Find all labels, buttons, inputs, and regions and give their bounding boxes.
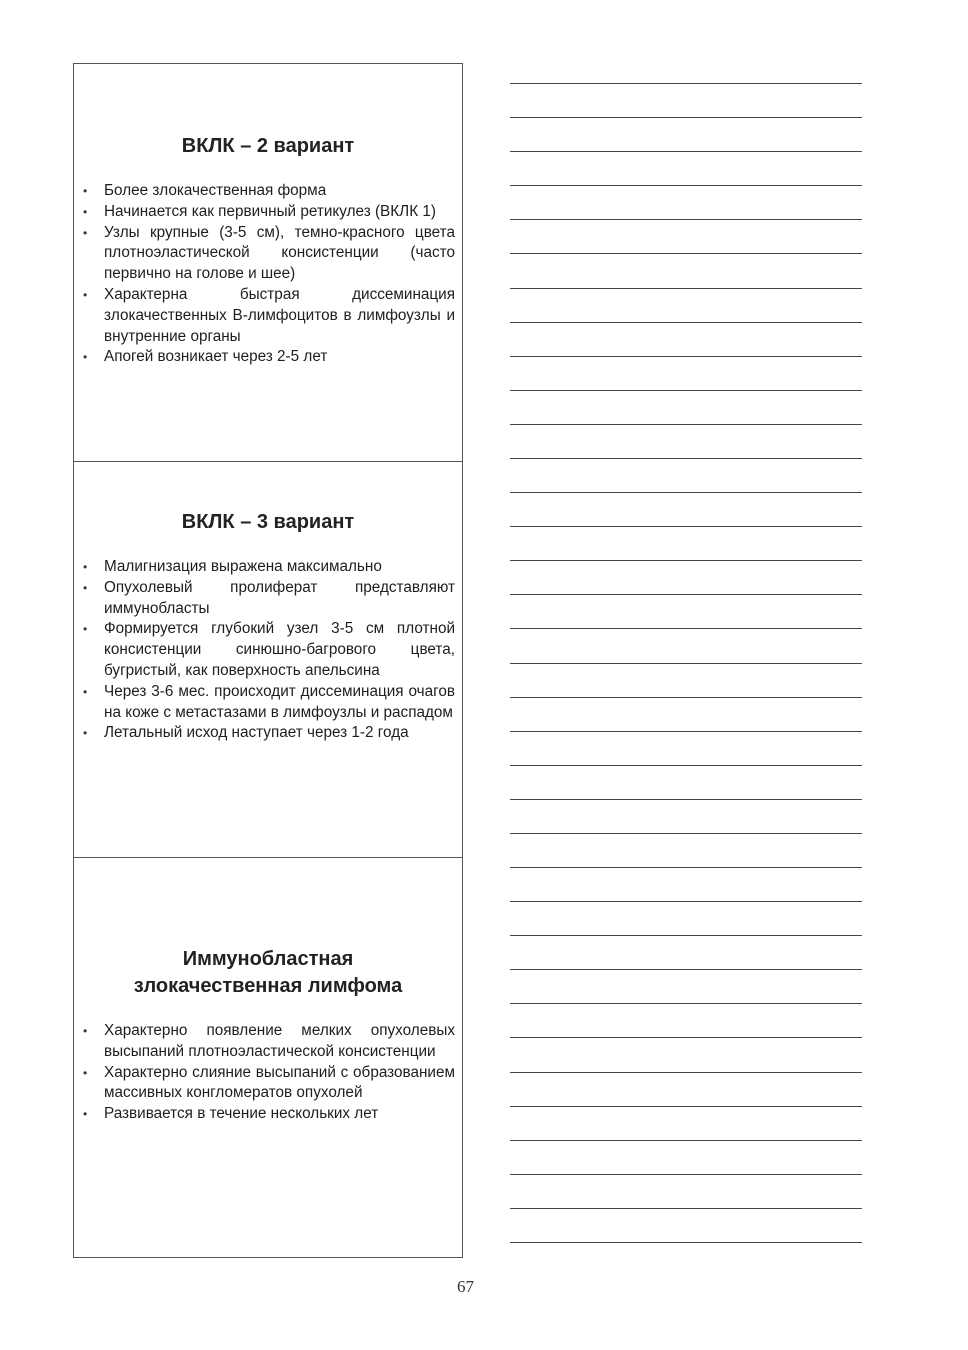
list-item: • Характерно слияние высыпаний с образованием массивных конгломератов опухолей — [83, 1063, 455, 1102]
note-line — [510, 765, 862, 766]
note-line — [510, 288, 862, 289]
list-item: • Малигнизация выражена максимально — [81, 557, 455, 578]
list-item: • Апогей возникает через 2-5 лет — [81, 347, 455, 368]
note-line — [510, 83, 862, 84]
list-item: • Характерна быстрая диссеминация злокачественных В-лимфоцитов в лимфоузлы и внутренние органы — [83, 285, 455, 345]
note-line — [510, 1106, 862, 1107]
note-line — [510, 969, 862, 970]
note-line — [510, 1174, 862, 1175]
note-line — [510, 117, 862, 118]
note-line — [510, 1072, 862, 1073]
note-line — [510, 1037, 862, 1038]
note-line — [510, 390, 862, 391]
list-item: • Летальный исход наступает через 1-2 года — [81, 723, 455, 744]
note-line — [510, 424, 862, 425]
bullet-icon: • — [83, 684, 88, 699]
bullet-icon: • — [83, 622, 88, 637]
note-line — [510, 1208, 862, 1209]
note-line — [510, 731, 862, 732]
note-line — [510, 594, 862, 595]
note-line — [510, 560, 862, 561]
note-line — [510, 219, 862, 220]
list-item: • Более злокачественная форма — [81, 181, 455, 202]
note-line — [510, 697, 862, 698]
list-item: • Развивается в течение нескольких лет — [81, 1104, 455, 1125]
page-number: 67 — [457, 1277, 474, 1296]
note-line — [510, 799, 862, 800]
bullet-list — [81, 1021, 455, 1125]
note-line — [510, 322, 862, 323]
bullet-list — [81, 181, 455, 368]
slide-title: ВКЛК – 2 вариант — [181, 135, 355, 157]
bullet-icon: • — [83, 350, 88, 365]
bullet-icon: • — [83, 225, 88, 240]
bullet-icon: • — [83, 1065, 88, 1080]
slide-title: ВКЛК – 3 вариант — [181, 511, 355, 533]
bullet-icon: • — [83, 1024, 88, 1038]
note-line — [510, 1242, 862, 1243]
note-line — [510, 185, 862, 186]
note-line — [510, 833, 862, 834]
note-line — [510, 935, 862, 936]
list-item: • Узлы крупные (3-5 см), темно-красного цвета плотноэластической консистенции (часто первично на голове и шее) — [83, 223, 455, 283]
note-line — [510, 492, 862, 493]
list-item: • Начинается как первичный ретикулез (ВКЛК 1) — [81, 202, 455, 223]
bullet-icon: • — [83, 204, 88, 219]
note-line — [510, 628, 862, 629]
list-item: • Характерно появление мелких опухолевых высыпаний плотноэластической консистенции — [83, 1022, 455, 1060]
bullet-icon: • — [83, 184, 88, 198]
note-line — [510, 526, 862, 527]
list-item: • Через 3-6 мес. происходит диссеминация очагов на коже с метастазами в лимфоузлы и распадом — [83, 682, 455, 721]
bullet-icon: • — [83, 287, 88, 302]
note-line — [510, 151, 862, 152]
note-line — [510, 663, 862, 664]
bullet-icon: • — [83, 726, 88, 741]
bullet-icon: • — [83, 580, 88, 595]
note-line — [510, 901, 862, 902]
list-item: • Опухолевый пролиферат представляют иммунобласты — [83, 578, 455, 617]
note-line — [510, 458, 862, 459]
note-line — [510, 1003, 862, 1004]
note-line — [510, 1140, 862, 1141]
note-line — [510, 253, 862, 254]
slide-title: Иммунобластная злокачественная лимфома — [133, 948, 403, 997]
bullet-icon: • — [83, 560, 88, 574]
bullet-icon: • — [83, 1107, 88, 1122]
note-line — [510, 356, 862, 357]
bullet-list — [81, 557, 455, 744]
note-lines — [510, 0, 862, 1300]
note-line — [510, 867, 862, 868]
list-item: • Формируется глубокий узел 3-5 см плотной консистенции синюшно-багрового цвета, бугристый, как поверхность апельсина — [83, 620, 455, 679]
